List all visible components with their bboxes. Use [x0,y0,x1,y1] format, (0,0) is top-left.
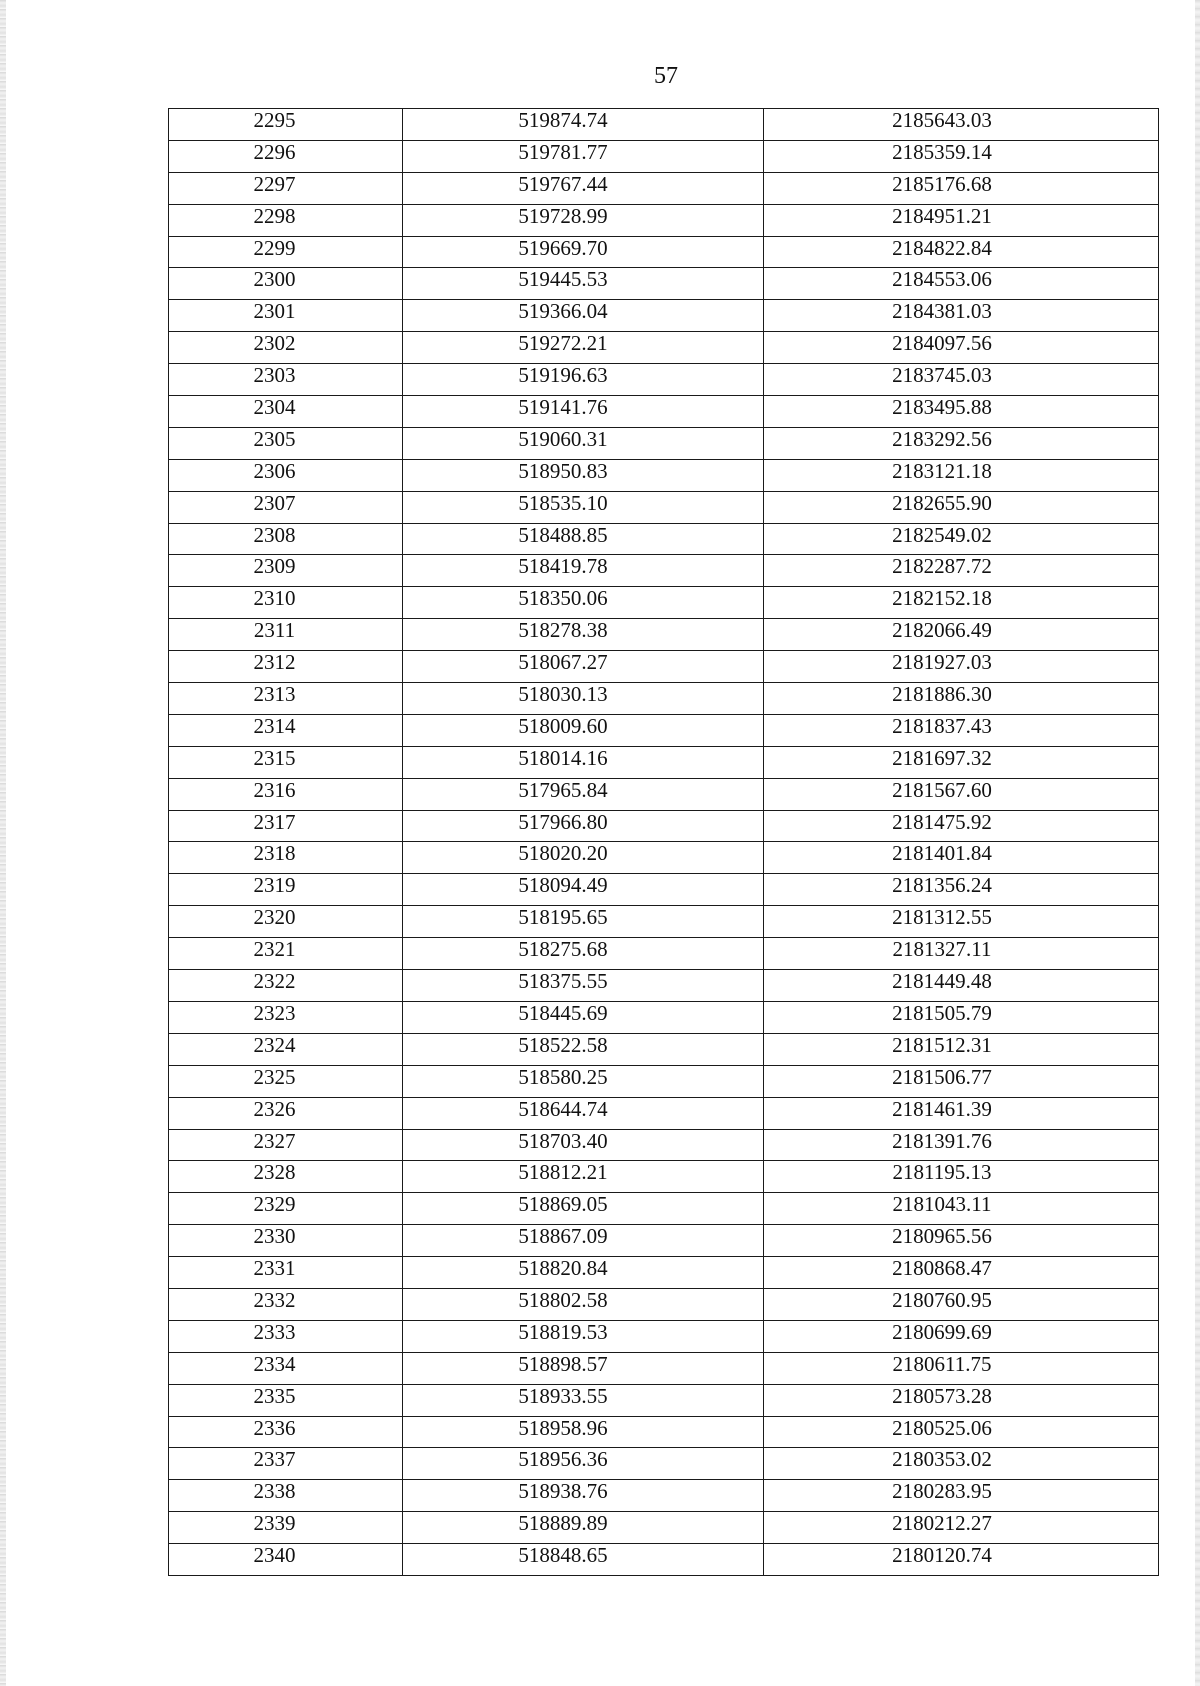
table-row [169,906,1159,938]
x-coordinate-cell: 519196.63 [403,364,764,396]
x-coordinate-cell: 518848.65 [403,1544,764,1576]
x-coordinate-cell: 518956.36 [403,1448,764,1480]
y-coordinate-cell: 2182287.72 [764,555,1159,587]
point-number-cell: 2323 [169,1001,403,1033]
x-coordinate-cell: 518488.85 [403,523,764,555]
point-number-cell: 2320 [169,906,403,938]
point-number-cell: 2330 [169,1225,403,1257]
y-coordinate-cell: 2181505.79 [764,1001,1159,1033]
x-coordinate-cell: 518812.21 [403,1161,764,1193]
point-number-cell: 2310 [169,587,403,619]
point-number-cell: 2303 [169,364,403,396]
table-row [169,1448,1159,1480]
table-row [169,1193,1159,1225]
y-coordinate-cell: 2183292.56 [764,427,1159,459]
point-number-cell: 2328 [169,1161,403,1193]
table-row [169,938,1159,970]
x-coordinate-cell: 518819.53 [403,1320,764,1352]
point-number-cell: 2301 [169,300,403,332]
y-coordinate-cell: 2184553.06 [764,268,1159,300]
table-row [169,236,1159,268]
point-number-cell: 2338 [169,1480,403,1512]
y-coordinate-cell: 2181697.32 [764,746,1159,778]
y-coordinate-cell: 2180699.69 [764,1320,1159,1352]
y-coordinate-cell: 2181327.11 [764,938,1159,970]
x-coordinate-cell: 518950.83 [403,459,764,491]
table-row [169,1384,1159,1416]
table-row [169,970,1159,1002]
point-number-cell: 2302 [169,332,403,364]
point-number-cell: 2308 [169,523,403,555]
x-coordinate-cell: 517965.84 [403,778,764,810]
y-coordinate-cell: 2181837.43 [764,714,1159,746]
table-row [169,172,1159,204]
table-row [169,491,1159,523]
table-row [169,746,1159,778]
table-row [169,427,1159,459]
y-coordinate-cell: 2181567.60 [764,778,1159,810]
x-coordinate-cell: 518802.58 [403,1288,764,1320]
x-coordinate-cell: 518889.89 [403,1512,764,1544]
x-coordinate-cell: 518445.69 [403,1001,764,1033]
table-row [169,1352,1159,1384]
table-row [169,555,1159,587]
point-number-cell: 2339 [169,1512,403,1544]
y-coordinate-cell: 2183745.03 [764,364,1159,396]
point-number-cell: 2314 [169,714,403,746]
y-coordinate-cell: 2184381.03 [764,300,1159,332]
y-coordinate-cell: 2185359.14 [764,140,1159,172]
x-coordinate-cell: 519272.21 [403,332,764,364]
table-row [169,1257,1159,1289]
point-number-cell: 2298 [169,204,403,236]
x-coordinate-cell: 518020.20 [403,842,764,874]
y-coordinate-cell: 2181356.24 [764,874,1159,906]
y-coordinate-cell: 2180525.06 [764,1416,1159,1448]
x-coordinate-cell: 519366.04 [403,300,764,332]
table-row [169,459,1159,491]
point-number-cell: 2340 [169,1544,403,1576]
point-number-cell: 2317 [169,810,403,842]
y-coordinate-cell: 2180573.28 [764,1384,1159,1416]
y-coordinate-cell: 2184822.84 [764,236,1159,268]
point-number-cell: 2332 [169,1288,403,1320]
y-coordinate-cell: 2184097.56 [764,332,1159,364]
y-coordinate-cell: 2182066.49 [764,619,1159,651]
x-coordinate-cell: 518644.74 [403,1097,764,1129]
x-coordinate-cell: 519060.31 [403,427,764,459]
point-number-cell: 2295 [169,109,403,141]
x-coordinate-cell: 519445.53 [403,268,764,300]
point-number-cell: 2331 [169,1257,403,1289]
point-number-cell: 2335 [169,1384,403,1416]
table-row [169,523,1159,555]
point-number-cell: 2315 [169,746,403,778]
point-number-cell: 2327 [169,1129,403,1161]
point-number-cell: 2324 [169,1033,403,1065]
table-row [169,619,1159,651]
y-coordinate-cell: 2181475.92 [764,810,1159,842]
table-row [169,1416,1159,1448]
y-coordinate-cell: 2180868.47 [764,1257,1159,1289]
y-coordinate-cell: 2184951.21 [764,204,1159,236]
table-row [169,1129,1159,1161]
y-coordinate-cell: 2183495.88 [764,396,1159,428]
table-row [169,587,1159,619]
table-row [169,1288,1159,1320]
point-number-cell: 2318 [169,842,403,874]
point-number-cell: 2306 [169,459,403,491]
table-row [169,714,1159,746]
point-number-cell: 2297 [169,172,403,204]
x-coordinate-cell: 518703.40 [403,1129,764,1161]
table-row [169,1097,1159,1129]
table-row [169,204,1159,236]
x-coordinate-cell: 518898.57 [403,1352,764,1384]
table-row [169,1225,1159,1257]
point-number-cell: 2309 [169,555,403,587]
y-coordinate-cell: 2181449.48 [764,970,1159,1002]
point-number-cell: 2321 [169,938,403,970]
y-coordinate-cell: 2180760.95 [764,1288,1159,1320]
y-coordinate-cell: 2180611.75 [764,1352,1159,1384]
y-coordinate-cell: 2181391.76 [764,1129,1159,1161]
y-coordinate-cell: 2180353.02 [764,1448,1159,1480]
scan-left-edge [0,0,6,1686]
y-coordinate-cell: 2180212.27 [764,1512,1159,1544]
point-number-cell: 2337 [169,1448,403,1480]
x-coordinate-cell: 518535.10 [403,491,764,523]
y-coordinate-cell: 2181401.84 [764,842,1159,874]
x-coordinate-cell: 518030.13 [403,683,764,715]
x-coordinate-cell: 518933.55 [403,1384,764,1416]
point-number-cell: 2334 [169,1352,403,1384]
point-number-cell: 2329 [169,1193,403,1225]
point-number-cell: 2311 [169,619,403,651]
y-coordinate-cell: 2182655.90 [764,491,1159,523]
table-row [169,778,1159,810]
y-coordinate-cell: 2181461.39 [764,1097,1159,1129]
x-coordinate-cell: 519781.77 [403,140,764,172]
point-number-cell: 2325 [169,1065,403,1097]
table-row [169,683,1159,715]
y-coordinate-cell: 2181195.13 [764,1161,1159,1193]
x-coordinate-cell: 518350.06 [403,587,764,619]
table-row [169,268,1159,300]
x-coordinate-cell: 518869.05 [403,1193,764,1225]
table-row [169,874,1159,906]
x-coordinate-cell: 518419.78 [403,555,764,587]
table-row [169,1065,1159,1097]
x-coordinate-cell: 518867.09 [403,1225,764,1257]
table-row [169,332,1159,364]
point-number-cell: 2313 [169,683,403,715]
x-coordinate-cell: 518938.76 [403,1480,764,1512]
y-coordinate-cell: 2185643.03 [764,109,1159,141]
table-row [169,300,1159,332]
y-coordinate-cell: 2181927.03 [764,651,1159,683]
y-coordinate-cell: 2181512.31 [764,1033,1159,1065]
table-row [169,364,1159,396]
coordinates-table [168,108,1159,1576]
x-coordinate-cell: 518009.60 [403,714,764,746]
x-coordinate-cell: 519669.70 [403,236,764,268]
x-coordinate-cell: 518958.96 [403,1416,764,1448]
point-number-cell: 2336 [169,1416,403,1448]
point-number-cell: 2316 [169,778,403,810]
y-coordinate-cell: 2181886.30 [764,683,1159,715]
table-row [169,1001,1159,1033]
point-number-cell: 2333 [169,1320,403,1352]
x-coordinate-cell: 519767.44 [403,172,764,204]
y-coordinate-cell: 2181506.77 [764,1065,1159,1097]
table-row [169,1544,1159,1576]
table-row [169,651,1159,683]
scan-right-edge [1195,0,1200,1686]
point-number-cell: 2312 [169,651,403,683]
point-number-cell: 2305 [169,427,403,459]
x-coordinate-cell: 519728.99 [403,204,764,236]
point-number-cell: 2322 [169,970,403,1002]
x-coordinate-cell: 518278.38 [403,619,764,651]
table-row [169,396,1159,428]
y-coordinate-cell: 2182152.18 [764,587,1159,619]
x-coordinate-cell: 518820.84 [403,1257,764,1289]
y-coordinate-cell: 2181043.11 [764,1193,1159,1225]
x-coordinate-cell: 519141.76 [403,396,764,428]
table-row [169,1320,1159,1352]
x-coordinate-cell: 517966.80 [403,810,764,842]
table-row [169,1033,1159,1065]
y-coordinate-cell: 2185176.68 [764,172,1159,204]
x-coordinate-cell: 519874.74 [403,109,764,141]
point-number-cell: 2299 [169,236,403,268]
y-coordinate-cell: 2182549.02 [764,523,1159,555]
point-number-cell: 2319 [169,874,403,906]
x-coordinate-cell: 518522.58 [403,1033,764,1065]
table-row [169,1480,1159,1512]
x-coordinate-cell: 518195.65 [403,906,764,938]
x-coordinate-cell: 518275.68 [403,938,764,970]
x-coordinate-cell: 518375.55 [403,970,764,1002]
point-number-cell: 2304 [169,396,403,428]
x-coordinate-cell: 518094.49 [403,874,764,906]
table-row [169,1161,1159,1193]
y-coordinate-cell: 2180283.95 [764,1480,1159,1512]
coordinates-table-body [169,109,1159,1576]
table-row [169,140,1159,172]
x-coordinate-cell: 518067.27 [403,651,764,683]
point-number-cell: 2326 [169,1097,403,1129]
point-number-cell: 2296 [169,140,403,172]
x-coordinate-cell: 518014.16 [403,746,764,778]
y-coordinate-cell: 2183121.18 [764,459,1159,491]
page-number: 57 [654,63,678,89]
y-coordinate-cell: 2181312.55 [764,906,1159,938]
table-row [169,109,1159,141]
point-number-cell: 2307 [169,491,403,523]
x-coordinate-cell: 518580.25 [403,1065,764,1097]
table-row [169,1512,1159,1544]
table-row [169,810,1159,842]
y-coordinate-cell: 2180965.56 [764,1225,1159,1257]
point-number-cell: 2300 [169,268,403,300]
y-coordinate-cell: 2180120.74 [764,1544,1159,1576]
table-row [169,842,1159,874]
